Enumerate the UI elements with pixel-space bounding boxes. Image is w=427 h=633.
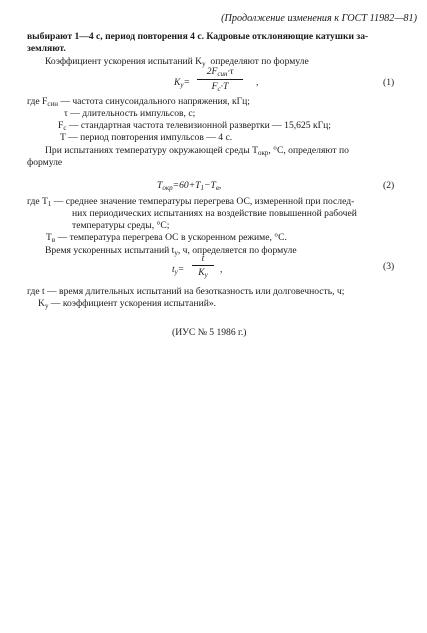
paragraph-line: Коэффициент ускорения испытаний $K_у$ определяют по формуле xyxy=(45,56,309,68)
legend-item: $T_в$ — температура перегрева ОС в ускоренном режиме, °С. xyxy=(46,232,287,244)
paragraph-line: Время ускоренных испытаний $t_у$, ч, определяется по формуле xyxy=(45,245,297,257)
equation-2: $T_{окр}=60+T_1-T_в$, xyxy=(157,180,222,192)
equation-3-number: (3) xyxy=(383,261,395,272)
paragraph-line: формуле xyxy=(27,157,63,168)
equation-1-fraction: $2F_{син}\cdot\tau$ $F_с\cdot T$ xyxy=(197,66,243,93)
footer-note: (ИУС № 5 1986 г.) xyxy=(172,327,247,338)
legend-item: T — период повторения импульсов — 4 с. xyxy=(60,132,233,143)
legend-item: где t — время длительных испытаний на безотказность или долговечность, ч; xyxy=(27,286,345,297)
equation-2-number: (2) xyxy=(383,180,395,191)
legend-item: них периодических испытаниях на воздействие повышенной рабочей xyxy=(72,208,357,219)
equation-1-number: (1) xyxy=(383,77,395,88)
equation-3-fraction: t $K_у$ xyxy=(192,253,214,279)
legend-item: где $T_1$ — среднее значение температуры перегрева ОС, измеренной при послед- xyxy=(27,196,355,208)
paragraph-line: выбирают 1—4 с, период повторения 4 с. Кадровые отклоняющие катушки за- xyxy=(27,31,369,42)
paragraph-line: земляют. xyxy=(27,43,66,54)
paragraph-line: При испытаниях температуру окружающей среды $T_{окр}$, °С, определяют по xyxy=(45,145,349,157)
equation-3-comma: , xyxy=(220,264,223,275)
equation-3-lhs: $t_у=$ xyxy=(172,264,185,276)
legend-item: $F_с$ — стандартная частота телевизионной развертки — 15,625 кГц; xyxy=(58,120,331,132)
legend-item: температуры среды, °С; xyxy=(72,220,170,231)
legend-item: где $F_{син}$ — частота синусоидального напряжения, кГц; xyxy=(27,96,250,108)
page-header: (Продолжение изменения к ГОСТ 11982—81) xyxy=(221,13,417,24)
legend-item: τ — длительность импульсов, с; xyxy=(64,108,196,119)
equation-1-comma: , xyxy=(256,77,259,88)
equation-1-lhs: $K_у=$ xyxy=(174,77,190,89)
legend-item: $K_у$ — коэффициент ускорения испытаний». xyxy=(38,298,217,310)
